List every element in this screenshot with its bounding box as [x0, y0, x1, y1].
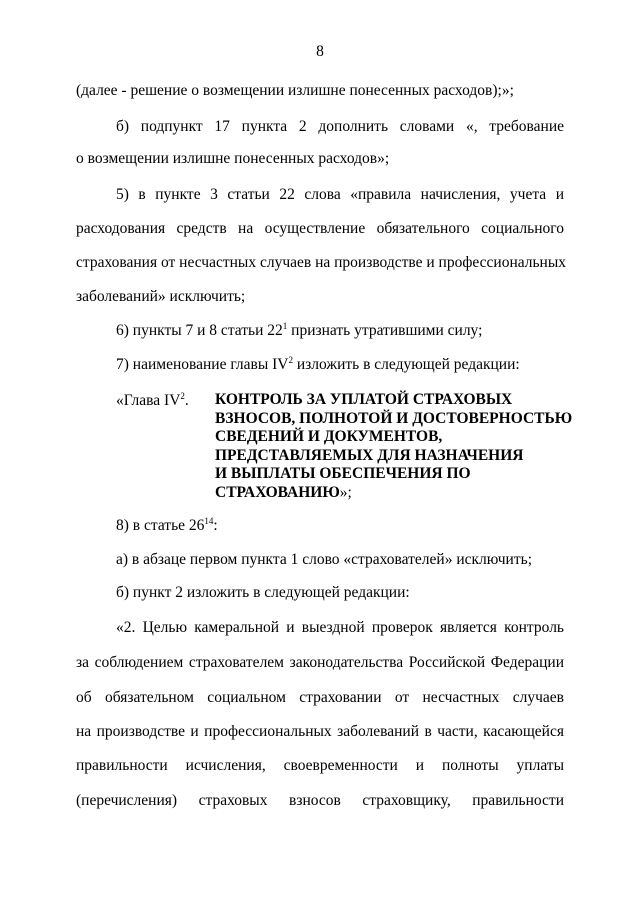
paragraph-line: а) в абзаце первом пункта 1 слово «страхователей» исключить;: [116, 551, 532, 568]
paragraph-line: за соблюдением страхователем законодательства Российской Федерации: [76, 654, 564, 671]
chapter-title-line: ВЗНОСОВ, ПОЛНОТОЙ И ДОСТОВЕРНОСТЬЮ: [215, 409, 573, 427]
paragraph-line: б) подпункт 17 пункта 2 дополнить словами «, требование: [116, 118, 564, 135]
paragraph-line: правильности исчисления, своевременности и полноты уплаты: [76, 757, 564, 774]
paragraph-line: на производстве и профессиональных заболеваний в части, касающейся: [76, 723, 564, 740]
paragraph-line: 5) в пункте 3 статьи 22 слова «правила начисления, учета и: [116, 186, 564, 203]
chapter-title: [215, 391, 575, 503]
paragraph-line: расходования средств на осуществление обязательного социального: [76, 220, 564, 237]
paragraph-line: 8) в статье $26^{14}$:: [116, 516, 218, 534]
paragraph-line: о возмещении излишне понесенных расходов»;: [76, 150, 390, 167]
chapter-title-line: СВЕДЕНИЙ И ДОКУМЕНТОВ,: [215, 428, 443, 446]
chapter-title-line: ПРЕДСТАВЛЯЕМЫХ ДЛЯ НАЗНАЧЕНИЯ: [215, 446, 524, 464]
paragraph-line: (далее - решение о возмещении излишне понесенных расходов);»;: [76, 82, 514, 99]
paragraph-line: «2. Целью камеральной и выездной проверок является контроль: [116, 619, 564, 636]
paragraph-line: страхования от несчастных случаев на производстве и профессиональных: [76, 254, 567, 271]
chapter-label: «Глава $IV^2$.: [116, 391, 189, 409]
paragraph-line: заболеваний» исключить;: [76, 288, 246, 305]
paragraph-line: (перечисления) страховых взносов страховщику, правильности: [76, 792, 564, 809]
chapter-title-line: КОНТРОЛЬ ЗА УПЛАТОЙ СТРАХОВЫХ: [215, 391, 513, 408]
paragraph-line: б) пункт 2 изложить в следующей редакции:: [116, 584, 410, 601]
paragraph-line: 7) наименование главы $IV^2$ изложить в следующей редакции:: [116, 355, 520, 373]
chapter-title-line: И ВЫПЛАТЫ ОБЕСПЕЧЕНИЯ ПО: [215, 465, 471, 483]
paragraph-line: об обязательном социальном страховании от несчастных случаев: [76, 689, 564, 706]
chapter-title-line: СТРАХОВАНИЮ»;: [215, 483, 352, 501]
page-number: 8: [316, 43, 324, 60]
paragraph-line: 6) пункты 7 и 8 статьи $22^1$ признать утратившими силу;: [116, 321, 483, 339]
